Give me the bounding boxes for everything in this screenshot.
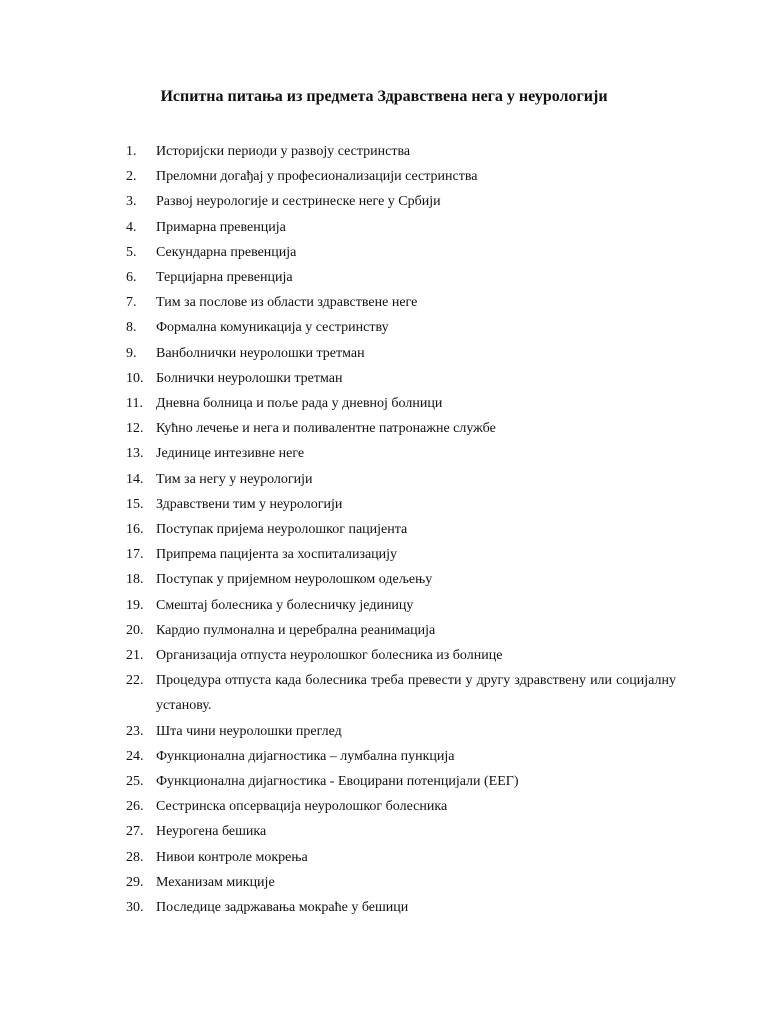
list-item bbox=[126, 870, 676, 895]
list-item-text: Секундарна превенција bbox=[156, 244, 297, 260]
list-item bbox=[126, 416, 676, 441]
list-item bbox=[126, 744, 676, 769]
list-item-text: Преломни догађај у професионализацији сестринства bbox=[156, 169, 478, 185]
list-item bbox=[126, 467, 676, 492]
list-item-text: Јединице интезивне неге bbox=[156, 446, 305, 462]
list-item bbox=[126, 139, 676, 164]
list-item-text: Развој неурологије и сестринеске неге у Србији bbox=[156, 194, 441, 210]
list-item-text: Поступак пријема неуролошког пацијента bbox=[156, 522, 408, 538]
list-item bbox=[126, 189, 676, 214]
list-item bbox=[126, 769, 676, 794]
list-item-text: Сестринска опсервација неуролошког болесника bbox=[156, 799, 448, 815]
list-item-number: 13. bbox=[126, 446, 144, 462]
list-item-text: Болнички неуролошки третман bbox=[156, 370, 343, 386]
list-item-text: Дневна болница и поље рада у дневној болници bbox=[156, 396, 443, 412]
list-item bbox=[126, 240, 676, 265]
list-item bbox=[126, 542, 676, 567]
list-item-number: 6. bbox=[126, 270, 137, 286]
list-item bbox=[126, 845, 676, 870]
list-item-text: Организација отпуста неуролошког болесника из болнице bbox=[156, 648, 503, 664]
list-item-number: 19. bbox=[126, 597, 144, 613]
list-item-number: 29. bbox=[126, 874, 144, 890]
list-item bbox=[126, 366, 676, 391]
list-item-text: Функционална дијагностика – лумбална пункција bbox=[156, 748, 455, 764]
list-item-text: Историјски периоди у развоју сестринства bbox=[156, 144, 411, 159]
list-item bbox=[126, 668, 676, 718]
list-item-number: 24. bbox=[126, 748, 144, 764]
list-item-text: Тим за негу у неурологији bbox=[156, 471, 313, 487]
list-item-text: Шта чини неуролошки преглед bbox=[156, 723, 342, 739]
list-item-number: 4. bbox=[126, 219, 137, 235]
list-item bbox=[126, 643, 676, 668]
list-item-text: Неурогена бешика bbox=[156, 824, 267, 840]
list-item bbox=[126, 618, 676, 643]
list-item-number: 10. bbox=[126, 370, 144, 386]
list-item-number: 14. bbox=[126, 471, 144, 487]
list-item-text: Ванболнички неуролошки третман bbox=[156, 345, 365, 361]
list-item-text: Кардио пулмонална и церебрална реанимација bbox=[156, 622, 436, 638]
list-item-number: 7. bbox=[126, 295, 137, 311]
list-item-number: 11. bbox=[126, 396, 143, 412]
list-item-number: 22. bbox=[126, 673, 144, 689]
list-item bbox=[126, 265, 676, 290]
list-item-number: 17. bbox=[126, 547, 144, 563]
list-item-number: 12. bbox=[126, 421, 144, 437]
list-item-text: Функционална дијагностика - Евоцирани потенцијали (ЕЕГ) bbox=[156, 774, 519, 790]
list-item bbox=[126, 517, 676, 542]
question-list bbox=[126, 139, 676, 920]
list-item bbox=[126, 593, 676, 618]
list-item-number: 16. bbox=[126, 522, 144, 538]
list-item bbox=[126, 290, 676, 315]
list-item-text: Тим за послове из области здравствене неге bbox=[156, 295, 418, 311]
list-item-number: 3. bbox=[126, 194, 137, 210]
list-item-text: Примарна превенција bbox=[156, 219, 286, 235]
list-item-number: 1. bbox=[126, 144, 137, 159]
list-item-number: 18. bbox=[126, 572, 144, 588]
list-item bbox=[126, 441, 676, 466]
list-item bbox=[126, 164, 676, 189]
list-item-number: 23. bbox=[126, 723, 144, 739]
list-item bbox=[126, 391, 676, 416]
list-item-number: 27. bbox=[126, 824, 144, 840]
list-item-number: 21. bbox=[126, 648, 144, 664]
list-item-text: Поступак у пријемном неуролошком одељењу bbox=[156, 572, 433, 588]
list-item-text: Смештај болесника у болесничку јединицу bbox=[156, 597, 414, 613]
list-item-text: Последице задржавања мокраће у бешици bbox=[156, 900, 409, 916]
list-item bbox=[126, 895, 676, 920]
list-item-number: 28. bbox=[126, 849, 144, 865]
list-item bbox=[126, 567, 676, 592]
list-item-text: Формална комуникација у сестринству bbox=[156, 320, 389, 336]
list-item-text: Припрема пацијента за хоспитализацију bbox=[156, 547, 398, 563]
list-item-number: 26. bbox=[126, 799, 144, 815]
list-item bbox=[126, 819, 676, 844]
list-item-text: Кућно лечење и нега и поливалентне патронажне службе bbox=[156, 421, 496, 437]
list-item-text: Процедура отпуста када болесника треба превести у другу здравствену или социјалну установу. bbox=[156, 673, 676, 714]
list-item-number: 2. bbox=[126, 169, 137, 185]
list-item-text: Терцијарна превенција bbox=[156, 270, 293, 286]
list-item-number: 15. bbox=[126, 496, 144, 512]
list-item-number: 25. bbox=[126, 774, 144, 790]
list-item bbox=[126, 492, 676, 517]
list-item-text: Здравствени тим у неурологији bbox=[156, 496, 343, 512]
list-item-number: 30. bbox=[126, 900, 144, 916]
list-item bbox=[126, 341, 676, 366]
list-item bbox=[126, 719, 676, 744]
list-item-number: 5. bbox=[126, 244, 137, 260]
list-item-number: 8. bbox=[126, 320, 137, 336]
list-item-text: Нивои контроле мокрења bbox=[156, 849, 308, 865]
list-item-text: Механизам микције bbox=[156, 874, 275, 890]
list-item-number: 20. bbox=[126, 622, 144, 638]
list-item bbox=[126, 794, 676, 819]
list-item bbox=[126, 215, 676, 240]
document-title: Испитна питања из предмета Здравствена нега у неурологији bbox=[160, 88, 608, 105]
list-item-number: 9. bbox=[126, 345, 137, 361]
list-item bbox=[126, 315, 676, 340]
